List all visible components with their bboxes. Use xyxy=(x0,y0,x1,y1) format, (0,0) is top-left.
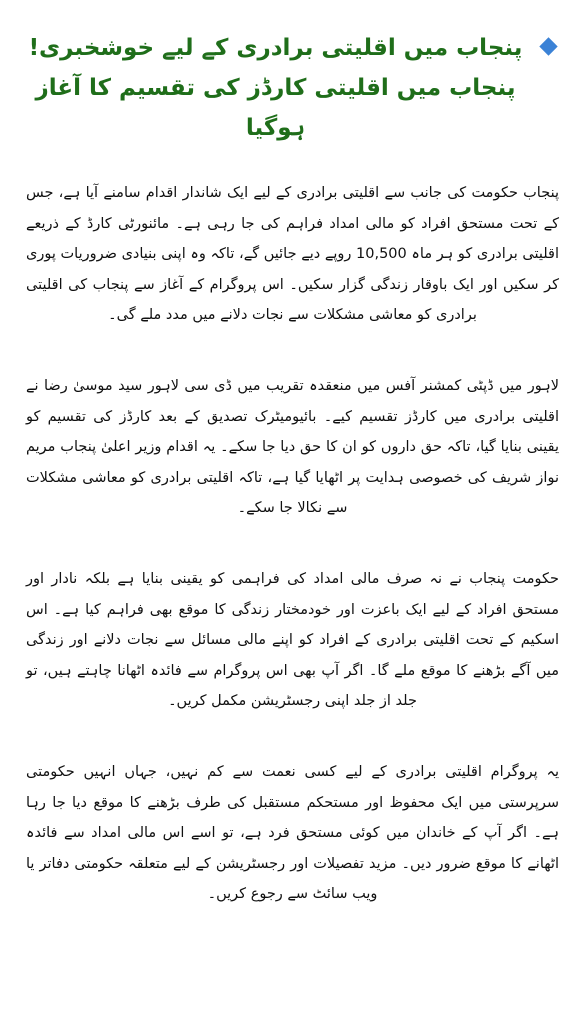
article-header xyxy=(26,28,559,148)
blue-diamond-icon xyxy=(539,37,557,55)
article-body xyxy=(26,178,559,910)
headline: پنجاب میں اقلیتی برادری کے لیے خوشخبری! پنجاب میں اقلیتی کارڈز کی تقسیم کا آغاز ہوگیا xyxy=(28,35,523,141)
paragraph-3: حکومت پنجاب نے نہ صرف مالی امداد کی فراہمی کو یقینی بنایا ہے بلکہ نادار اور مستحق افراد کے لیے ایک باعزت اور خودمختار زندگی کا موقع بھی فراہم کیا ہے۔ اس اسکیم کے تحت اقلیتی برادری کے افراد کو اپنے مالی مسائل سے نجات دلانے اور زندگی میں آگے بڑھنے کا موقع ملے گا۔ اگر آپ بھی اس پروگرام سے فائدہ اٹھانا چاہتے ہیں، تو جلد از جلد اپنی رجسٹریشن مکمل کریں۔ xyxy=(26,570,559,710)
paragraph-1: پنجاب حکومت کی جانب سے اقلیتی برادری کے لیے ایک شاندار اقدام سامنے آیا ہے، جس کے تحت مستحق افراد کو مالی امداد فراہم کی جا رہی ہے۔ مائنورٹی کارڈ کے ذریعے اقلیتی برادری کو ہر ماہ 10,500 روپے دیے جائیں گے، تاکہ وہ اپنی بنیادی ضروریات پوری کر سکیں اور ایک باوقار زندگی گزار سکیں۔ اس پروگرام کے آغاز سے پنجاب کی اقلیتی برادری کو معاشی مشکلات سے نجات دلانے میں مدد ملے گی۔ xyxy=(26,185,559,324)
paragraph-2: لاہور میں ڈپٹی کمشنر آفس میں منعقدہ تقریب میں ڈی سی لاہور سید موسیٰ رضا نے اقلیتی برادری میں کارڈز تقسیم کیے۔ بائیومیٹرک تصدیق کے بعد کارڈز کی تقسیم کو یقینی بنایا گیا، تاکہ حق داروں کو ان کا حق دیا جا سکے۔ یہ اقدام وزیر اعلیٰ پنجاب مریم نواز شریف کی خصوصی ہدایت پر اٹھایا گیا ہے، تاکہ اقلیتی برادری کو معاشی مشکلات سے نکالا جا سکے۔ xyxy=(26,377,559,517)
paragraph-4: یہ پروگرام اقلیتی برادری کے لیے کسی نعمت سے کم نہیں، جہاں انہیں حکومتی سرپرستی میں ایک محفوظ اور مستحکم مستقبل کی طرف بڑھنے کا موقع دیا جا رہا ہے۔ اگر آپ کے خاندان میں کوئی مستحق فرد ہے، تو اسے اس مالی امداد سے فائدہ اٹھانے کا موقع ضرور دیں۔ مزید تفصیلات اور رجسٹریشن کے لیے متعلقہ حکومتی دفاتر یا ویب سائٹ سے رجوع کریں۔ xyxy=(26,763,559,903)
